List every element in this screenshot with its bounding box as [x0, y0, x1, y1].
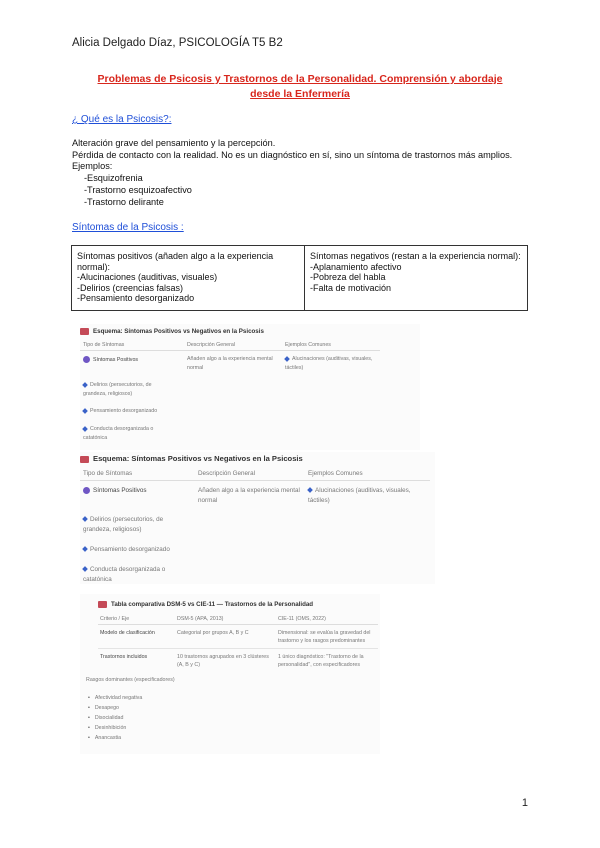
positive-header: Síntomas positivos (añaden algo a la experiencia normal):	[77, 251, 274, 272]
row-dsm: Categorial por grupos A, B y C	[177, 630, 249, 636]
col-header: Tipo de Síntomas	[83, 470, 133, 477]
book-icon	[98, 601, 107, 608]
row-dsm: 10 trastornos agrupados en 3 clústeres	[177, 654, 269, 660]
col-header: Descripción General	[198, 470, 256, 477]
negative-header: Síntomas negativos (restan a la experiencia normal):	[310, 251, 521, 261]
list-item: grandeza, religiosos)	[83, 391, 133, 397]
comparison-screenshot	[80, 594, 380, 754]
col-header: Criterio / Eje	[100, 616, 130, 622]
positive-item: -Delirios (creencias falsas)	[77, 282, 184, 293]
header-text: Alicia Delgado Díaz, PSICOLOGÍA T5 B2	[72, 37, 283, 49]
row-cie: trastorno y los rasgos predominantes	[278, 638, 366, 644]
diamond-icon	[82, 516, 88, 522]
example-item: -Trastorno esquizoafectivo	[84, 184, 192, 195]
scheme-screenshot-1	[80, 324, 420, 450]
row-desc: Añaden algo a la experiencia mental	[198, 487, 300, 494]
row-cie: 1 único diagnóstico: "Trastorno de la	[278, 654, 364, 660]
diamond-icon	[82, 382, 88, 388]
row-desc: Añaden algo a la experiencia mental	[187, 356, 273, 362]
examples-label: Ejemplos:	[72, 161, 113, 172]
row-example: Alucinaciones (auditivas, visuales,	[285, 356, 372, 362]
list-item: Pensamiento desorganizado	[83, 546, 170, 553]
list-item: Conducta desorganizada o	[83, 426, 153, 432]
col-header: Ejemplos Comunes	[308, 470, 363, 477]
definition-block	[72, 138, 512, 208]
row-label: Modelo de clasificación	[100, 630, 155, 636]
divider	[98, 648, 378, 649]
col-header: CIE-11 (OMS, 2022)	[278, 616, 326, 622]
list-item: • Disocialidad	[88, 713, 142, 723]
negative-item: -Aplanamiento afectivo	[310, 261, 402, 272]
document-title-line-2: desde la Enfermería	[250, 88, 350, 100]
row-desc: normal	[187, 365, 204, 371]
scheme-title: Esquema: Síntomas Positivos vs Negativos en la Psicosis	[80, 328, 264, 335]
row-cie: Dimensional: se evalúa la gravedad del	[278, 630, 371, 636]
section-heading-sintomas: Síntomas de la Psicosis :	[72, 222, 184, 233]
list-item: • Desapego	[88, 703, 142, 713]
diamond-icon	[82, 546, 88, 552]
positive-item: -Alucinaciones (auditivas, visuales)	[77, 272, 218, 282]
diamond-icon	[284, 356, 290, 362]
list-item: Conducta desorganizada o	[83, 566, 165, 573]
example-item: -Esquizofrenia	[84, 173, 143, 184]
list-item: • Anancastia	[88, 733, 142, 743]
diamond-icon	[82, 566, 88, 572]
divider	[80, 350, 380, 351]
list-item: grandeza, religiosos)	[83, 526, 142, 533]
row-dsm: (A, B y C)	[177, 662, 200, 668]
book-icon	[80, 456, 89, 463]
diamond-icon	[307, 487, 313, 493]
scheme-screenshot-2	[80, 452, 435, 584]
row-example: táctiles)	[308, 497, 330, 504]
col-header: DSM-5 (APA, 2013)	[177, 616, 224, 622]
row-example: táctiles)	[285, 365, 304, 371]
table-row	[72, 246, 528, 311]
divider	[80, 480, 430, 481]
scheme-title: Esquema: Síntomas Positivos vs Negativos en la Psicosis	[80, 454, 303, 463]
row-cie: personalidad", con especificadores	[278, 662, 360, 668]
row-label: Trastornos incluidos	[100, 654, 148, 660]
list-item: catatónica	[83, 576, 112, 583]
section-heading-psicosis: ¿ Qué es la Psicosis?:	[72, 114, 172, 125]
comparison-title: Tabla comparativa DSM-5 vs CIE-11 — Trastornos de la Personalidad	[98, 601, 313, 608]
row-type: Síntomas Positivos	[83, 356, 138, 363]
list-item: Delirios (persecutorios, de	[83, 516, 163, 523]
purple-circle-icon	[83, 356, 90, 363]
negative-item: -Pobreza del habla	[310, 272, 386, 282]
positive-item: -Pensamiento desorganizado	[77, 293, 195, 303]
definition-line: Alteración grave del pensamiento y la percepción.	[72, 138, 276, 148]
list-item: • Afectividad negativa	[88, 693, 142, 703]
row-type: Síntomas Positivos	[83, 487, 147, 494]
col-header: Tipo de Síntomas	[83, 342, 125, 348]
diamond-icon	[82, 426, 88, 432]
document-title	[72, 72, 528, 102]
row-desc: normal	[198, 497, 218, 504]
list-item: Pensamiento desorganizado	[83, 408, 157, 414]
list-item: Delirios (persecutorios, de	[83, 382, 152, 388]
positive-symptoms-cell	[72, 246, 305, 311]
diamond-icon	[82, 408, 88, 414]
definition-line: Pérdida de contacto con la realidad. No es un diagnóstico en sí, sino un síntoma de trastornos más amplios.	[72, 149, 513, 160]
traits-list	[88, 693, 142, 743]
example-item: -Trastorno delirante	[84, 196, 164, 207]
page-number: 1	[521, 797, 528, 809]
col-header: Ejemplos Comunes	[285, 342, 331, 348]
row-example: Alucinaciones (auditivas, visuales,	[308, 487, 411, 494]
list-item: • Desinhibición	[88, 723, 142, 733]
negative-symptoms-cell	[305, 246, 528, 311]
negative-item: -Falta de motivación	[310, 282, 392, 293]
divider	[98, 624, 378, 625]
purple-circle-icon	[83, 487, 90, 494]
book-icon	[80, 328, 89, 335]
col-header: Descripción General	[187, 342, 235, 348]
symptoms-table	[71, 245, 528, 311]
document-title-line-1: Problemas de Psicosis y Trastornos de la Personalidad. Comprensión y abordaje	[97, 73, 503, 85]
sub-line: Rasgos dominantes (especificadores)	[86, 677, 175, 683]
list-item: catatónica	[83, 435, 108, 441]
